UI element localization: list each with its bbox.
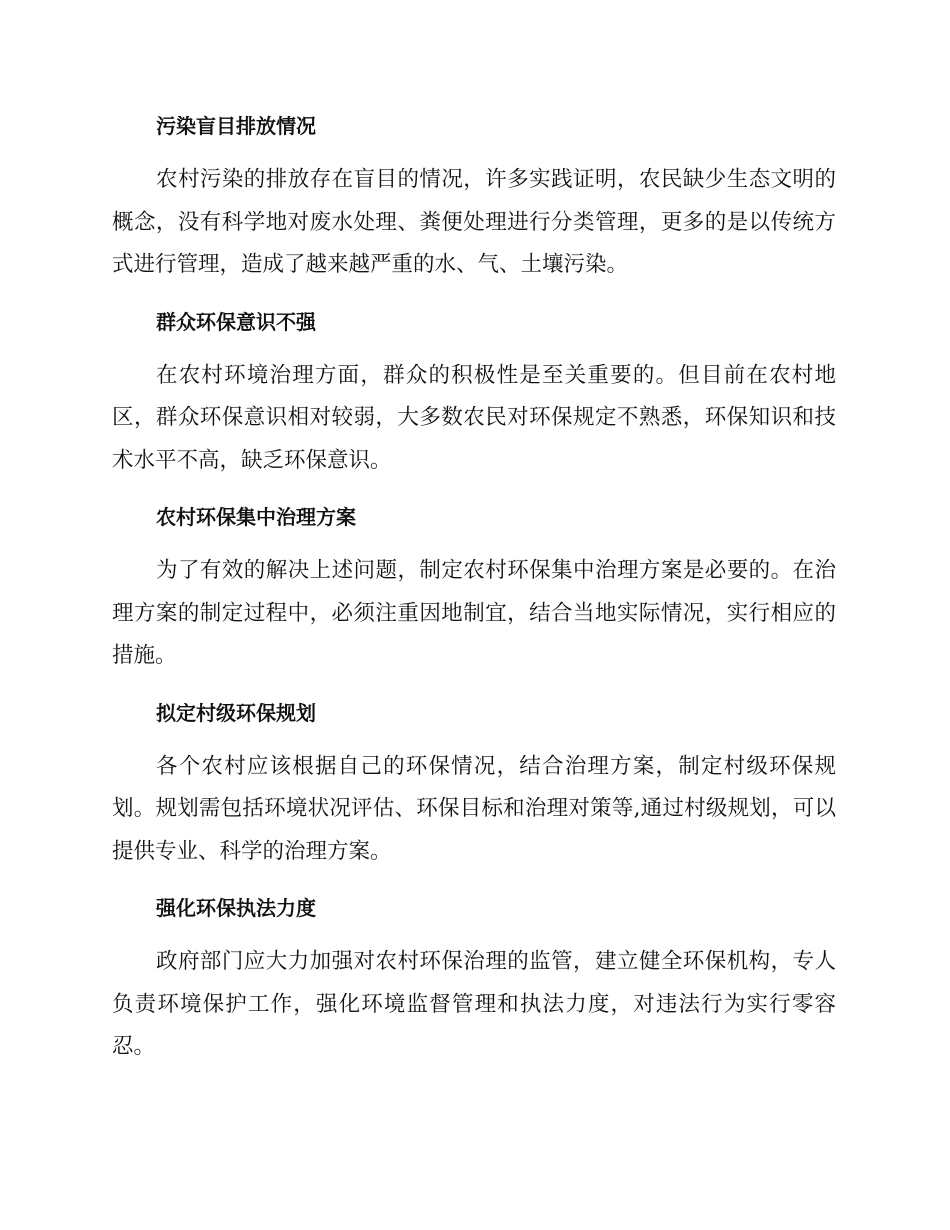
section-village-planning (112, 693, 836, 874)
section-paragraph: 在农村环境治理方面，群众的积极性是至关重要的。但目前在农村地区，群众环保意识相对较弱，大多数农民对环保规定不熟悉，环保知识和技术水平不高，缺乏环保意识。 (112, 362, 836, 473)
section-pollution-discharge (112, 106, 836, 287)
section-paragraph: 政府部门应大力加强对农村环保治理的监管，建立健全环保机构，专人负责环境保护工作，强化环境监督管理和执法力度，对违法行为实行零容忍。 (112, 949, 836, 1059)
section-public-awareness (112, 302, 836, 483)
section-heading: 农村环保集中治理方案 (156, 505, 356, 529)
section-heading: 拟定村级环保规划 (156, 700, 316, 725)
document-content (112, 106, 836, 1084)
section-heading: 群众环保意识不强 (156, 309, 316, 334)
section-centralized-plan (112, 497, 836, 678)
section-paragraph: 为了有效的解决上述问题，制定农村环保集中治理方案是必要的。在治理方案的制定过程中，必须注重因地制宜，结合当地实际情况，实行相应的措施。 (112, 558, 836, 668)
section-heading: 污染盲目排放情况 (156, 114, 316, 138)
section-heading: 强化环保执法力度 (156, 896, 316, 920)
section-paragraph: 农村污染的排放存在盲目的情况，许多实践证明，农民缺少生态文明的概念，没有科学地对废水处理、粪便处理进行分类管理，更多的是以传统方式进行管理，造成了越来越严重的水、气、土壤污染。 (112, 167, 836, 277)
section-paragraph: 各个农村应该根据自己的环保情况，结合治理方案，制定村级环保规划。规划需包括环境状况评估、环保目标和治理对策等,通过村级规划，可以提供专业、科学的治理方案。 (112, 753, 836, 864)
section-law-enforcement (112, 888, 836, 1069)
